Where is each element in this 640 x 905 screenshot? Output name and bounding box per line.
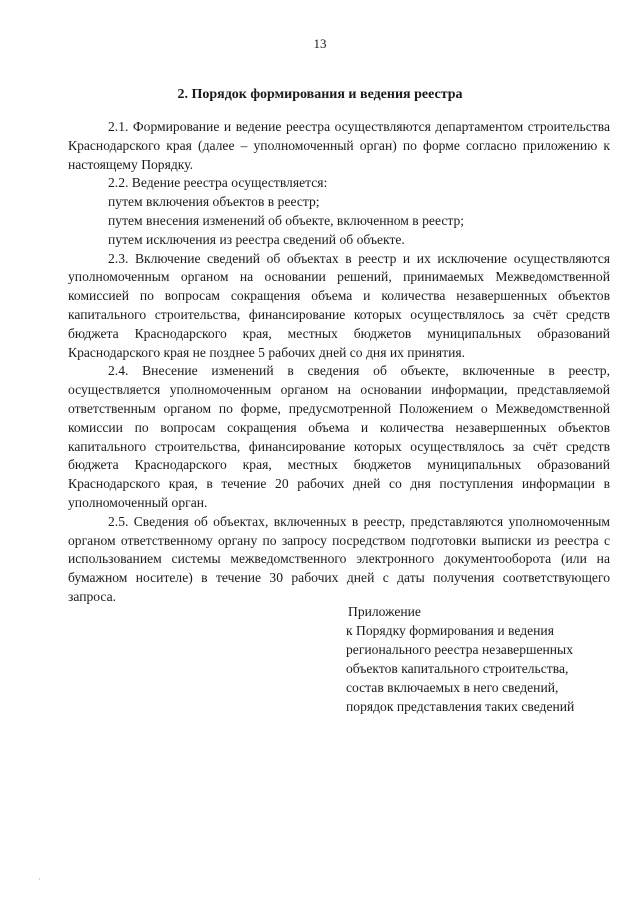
section-title: 2. Порядок формирования и ведения реестра [177,87,463,102]
appendix-line: к Порядку формирования и ведения [346,622,554,638]
list-item-change: путем внесения изменений об объекте, включенном в реестр; [108,212,465,228]
paragraph-2-5: 2.5. Сведения об объектах, включенных в реестр, представляются уполномоченным органом ответственному органу по запросу посредством подготовки выписки из реестра с использованием системы межведомственного электронного документооборота (или на бумажном носителе) в течение 30 рабочих дней с даты получения соответствующего запроса. [68,513,610,604]
list-item-exclude: путем исключения из реестра сведений об объекте. [108,231,405,247]
appendix-line: объектов капитального строительства, [346,660,569,676]
appendix-line: регионального реестра незавершенных [346,641,573,657]
paragraph-2-4: 2.4. Внесение изменений в сведения об объекте, включенные в реестр, осуществляется уполномоченным органом на основании информации, представляемой ответственным органом по форме, предусмотренной Положением о Межведомственной комиссии по вопросам сокращения объема и количества незавершенных объектов капитального строительства, финансирование которых осуществлялось за счёт средств бюджета Краснодарского края, местных бюджетов муниципальных образований Краснодарского края, в течение 20 рабочих дней со дня поступления информации в уполномоченный орган. [68,363,610,510]
appendix-line: состав включаемых в него сведений, [346,679,559,695]
scan-mark-icon: · [38,874,41,884]
paragraph-2-3: 2.3. Включение сведений об объектах в реестр и их исключение осуществляются уполномоченным органом на основании решений, принимаемых Межведомственной комиссией по вопросам сокращения объема и количества незавершенных объектов капитального строительства, финансирование которых осуществлялось за счёт средств бюджета Краснодарского края, местных бюджетов муниципальных образований Краснодарского края не позднее 5 рабочих дней со дня их принятия. [68,250,610,360]
page-number: 13 [313,36,327,51]
paragraph-2-2: 2.2. Ведение реестра осуществляется: [108,175,328,191]
list-item-include: путем включения объектов в реестр; [108,194,320,210]
appendix-note [346,603,616,716]
body-text [68,118,610,607]
paragraph-2-1: 2.1. Формирование и ведение реестра осуществляются департаментом строительства Краснодарского края (далее – уполномоченный орган) по форме согласно приложению к настоящему Порядку. [68,119,610,172]
appendix-line: порядок представления таких сведений [346,698,575,714]
appendix-line: Приложение [348,604,421,619]
